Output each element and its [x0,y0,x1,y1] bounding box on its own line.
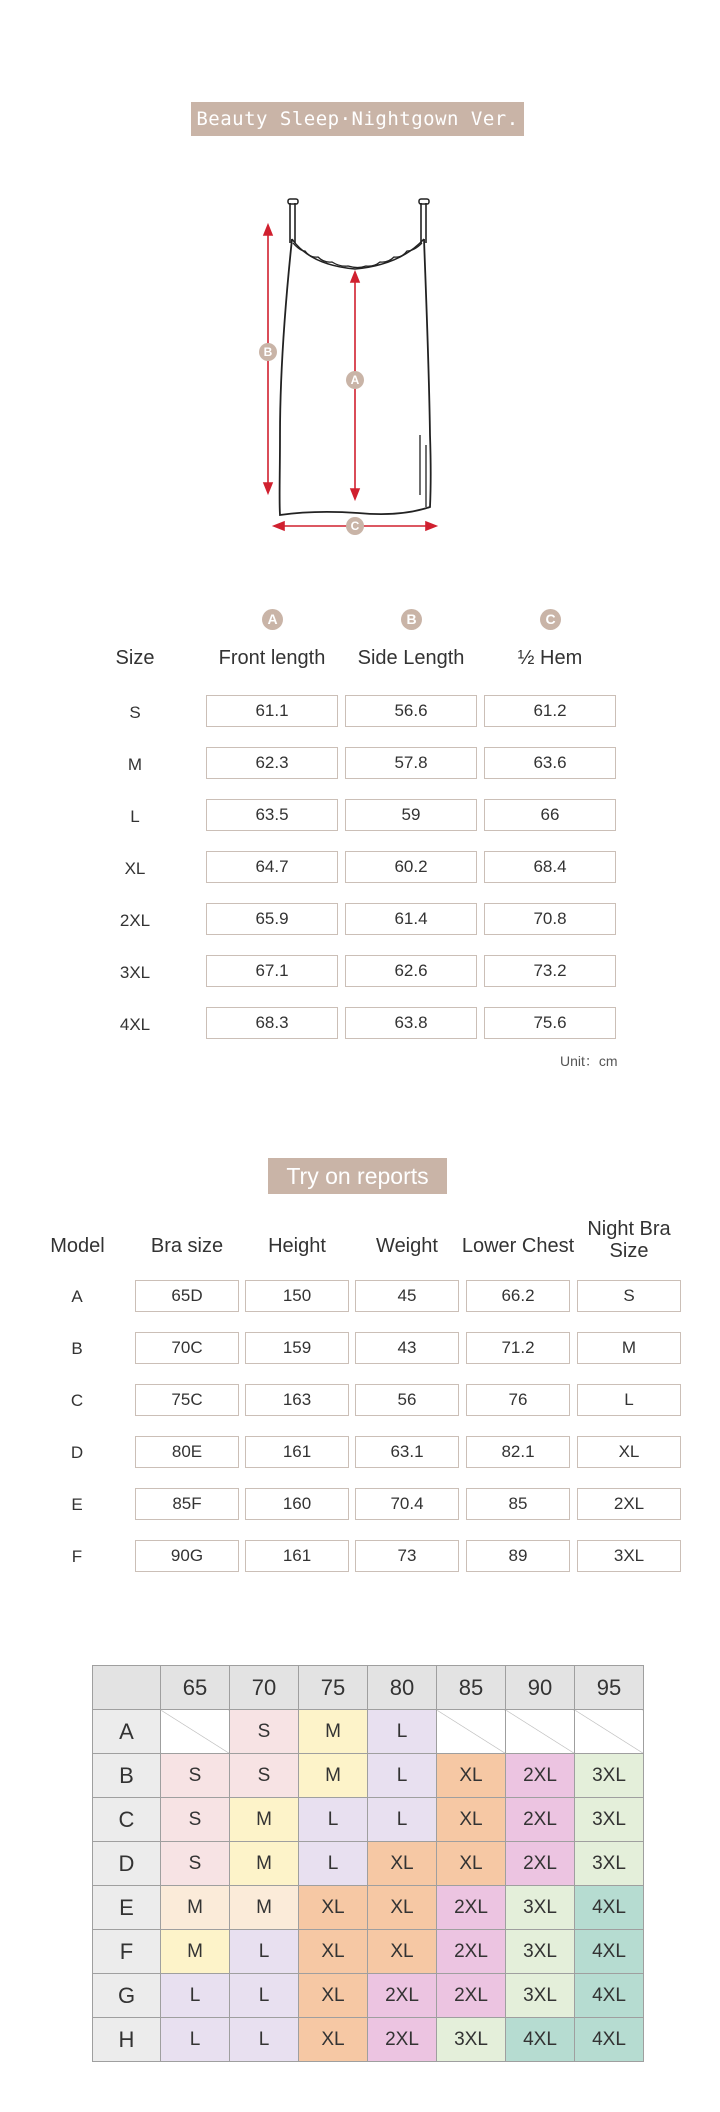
try-cell: 3XL [577,1540,681,1572]
try-cell: 163 [245,1384,349,1416]
try-cell: 70C [135,1332,239,1364]
size-chart-cell: 2XL [437,1930,506,1974]
size-chart-cell [437,1710,506,1754]
size-label: 4XL [119,1015,151,1034]
measure-cell: 63.5 [206,799,338,831]
try-cell: 89 [466,1540,570,1572]
try-cell: 63.1 [355,1436,459,1468]
measure-cell: 61.2 [484,695,616,727]
column-header-side: Side Length [357,647,465,669]
measure-cell: 61.1 [206,695,338,727]
band-size-header: 65 [161,1666,230,1710]
size-chart-cell [506,1710,575,1754]
size-chart-cell: L [230,2018,299,2062]
size-chart-cell: L [230,1930,299,1974]
grid-corner [93,1666,161,1710]
model-label: F [71,1547,83,1566]
try-cell: S [577,1280,681,1312]
marker-a: A [350,373,360,387]
size-chart-cell: 3XL [575,1842,644,1886]
try-cell: 90G [135,1540,239,1572]
size-chart-cell: 3XL [437,2018,506,2062]
right-strap [421,203,426,243]
measure-cell: 61.4 [345,903,477,935]
model-label: E [71,1495,83,1514]
size-chart-cell: XL [437,1842,506,1886]
size-label: 3XL [119,963,151,982]
measure-cell: 60.2 [345,851,477,883]
try-cell: 161 [245,1540,349,1572]
size-label: 2XL [119,911,151,930]
try-cell: XL [577,1436,681,1468]
size-label: XL [124,859,146,878]
size-chart-cell: M [299,1754,368,1798]
size-chart-cell: 2XL [437,1974,506,2018]
try-cell: 75C [135,1384,239,1416]
try-cell: 73 [355,1540,459,1572]
measure-cell: 62.3 [206,747,338,779]
size-label: S [129,703,141,722]
size-chart-cell: M [161,1886,230,1930]
measure-cell: 56.6 [345,695,477,727]
size-chart-cell: M [161,1930,230,1974]
try-cell: 66.2 [466,1280,570,1312]
try-cell: 159 [245,1332,349,1364]
size-chart-cell: 4XL [575,2018,644,2062]
try-cell: 76 [466,1384,570,1416]
unit-note: Unit：cm [560,1053,618,1069]
band-size-header: 80 [368,1666,437,1710]
size-chart-cell: 2XL [368,1974,437,2018]
try-header: Lower Chest [461,1235,575,1257]
size-chart-cell: 3XL [575,1754,644,1798]
try-cell: 161 [245,1436,349,1468]
column-header-front: Front length [218,647,326,669]
size-chart-cell: 3XL [506,1930,575,1974]
try-header: Weight [376,1235,438,1257]
cup-size-header: C [93,1798,161,1842]
size-chart-cell: L [230,1974,299,2018]
cup-size-header: B [93,1754,161,1798]
size-chart-cell: XL [299,2018,368,2062]
size-chart-cell: 4XL [506,2018,575,2062]
model-label: B [71,1339,83,1358]
measure-cell: 68.3 [206,1007,338,1039]
size-chart-cell: L [299,1842,368,1886]
try-cell: 80E [135,1436,239,1468]
measure-cell: 73.2 [484,955,616,987]
size-chart-cell: 2XL [506,1754,575,1798]
model-label: D [70,1443,84,1462]
size-chart-cell: XL [299,1930,368,1974]
size-chart-cell: 2XL [437,1886,506,1930]
model-label: A [71,1287,83,1306]
size-chart-cell: L [368,1754,437,1798]
cup-size-header: D [93,1842,161,1886]
try-cell: 82.1 [466,1436,570,1468]
size-chart-cell: M [230,1842,299,1886]
size-chart-cell: S [230,1710,299,1754]
size-chart-cell: M [230,1886,299,1930]
try-cell: 43 [355,1332,459,1364]
size-chart-cell: XL [299,1974,368,2018]
measure-cell: 62.6 [345,955,477,987]
size-chart-cell: L [161,2018,230,2062]
try-cell: 160 [245,1488,349,1520]
try-cell: 56 [355,1384,459,1416]
measure-cell: 63.8 [345,1007,477,1039]
measure-cell: 68.4 [484,851,616,883]
size-chart-cell: M [230,1798,299,1842]
size-chart-cell: XL [299,1886,368,1930]
measure-cell: 70.8 [484,903,616,935]
size-chart-cell: S [161,1842,230,1886]
left-strap [290,203,295,243]
try-header: Model [50,1235,105,1257]
cup-size-header: E [93,1886,161,1930]
band-size-header: 70 [230,1666,299,1710]
try-cell: M [577,1332,681,1364]
size-chart-cell: 4XL [575,1974,644,2018]
band-size-header: 95 [575,1666,644,1710]
size-chart-cell: L [368,1710,437,1754]
size-chart-cell: 3XL [506,1974,575,2018]
measure-cell: 59 [345,799,477,831]
size-chart-cell: 4XL [575,1930,644,1974]
size-chart-cell: S [161,1798,230,1842]
measure-cell: 75.6 [484,1007,616,1039]
try-header: Bra size [150,1235,224,1257]
size-chart-cell [575,1710,644,1754]
try-header: Height [268,1235,326,1257]
nightgown-diagram [240,195,460,540]
size-chart-cell: 3XL [506,1886,575,1930]
cup-size-header: F [93,1930,161,1974]
try-on-banner: Try on reports [268,1158,447,1194]
measure-cell: 66 [484,799,616,831]
try-cell: 71.2 [466,1332,570,1364]
size-chart-cell: 3XL [575,1798,644,1842]
cup-size-header: A [93,1710,161,1754]
size-chart-cell: S [161,1754,230,1798]
band-size-header: 75 [299,1666,368,1710]
measure-cell: 64.7 [206,851,338,883]
title-banner: Beauty Sleep·Nightgown Ver. [191,102,524,136]
marker-c: C [350,519,360,533]
size-chart-cell: S [230,1754,299,1798]
try-cell: 85F [135,1488,239,1520]
band-size-header: 85 [437,1666,506,1710]
cup-size-header: H [93,2018,161,2062]
band-size-header: 90 [506,1666,575,1710]
try-header: Night Bra Size [587,1218,671,1262]
column-marker: B [401,609,422,630]
try-cell: L [577,1384,681,1416]
measure-cell: 67.1 [206,955,338,987]
column-header-hem: ½ Hem [517,647,583,669]
model-label: C [70,1391,84,1410]
try-cell: 45 [355,1280,459,1312]
size-chart-cell [161,1710,230,1754]
size-chart-cell: L [368,1798,437,1842]
size-chart-cell: XL [437,1798,506,1842]
size-chart-cell: 4XL [575,1886,644,1930]
size-chart-cell: L [161,1974,230,2018]
size-chart-cell: XL [437,1754,506,1798]
try-cell: 70.4 [355,1488,459,1520]
try-cell: 65D [135,1280,239,1312]
column-marker: A [262,609,283,630]
try-cell: 150 [245,1280,349,1312]
size-chart-cell: 2XL [506,1798,575,1842]
size-chart-cell: 2XL [506,1842,575,1886]
size-chart-cell: 2XL [368,2018,437,2062]
size-chart-cell: XL [368,1842,437,1886]
try-cell: 2XL [577,1488,681,1520]
size-chart-cell: XL [368,1930,437,1974]
size-header: Size [115,647,155,669]
measure-cell: 57.8 [345,747,477,779]
size-label: L [130,807,140,826]
size-chart-grid [92,1665,644,2062]
marker-b: B [263,345,273,359]
try-cell: 85 [466,1488,570,1520]
size-chart-cell: XL [368,1886,437,1930]
column-marker: C [540,609,561,630]
measure-cell: 65.9 [206,903,338,935]
measure-cell: 63.6 [484,747,616,779]
cup-size-header: G [93,1974,161,2018]
size-label: M [127,755,143,774]
size-chart-cell: M [299,1710,368,1754]
size-chart-cell: L [299,1798,368,1842]
